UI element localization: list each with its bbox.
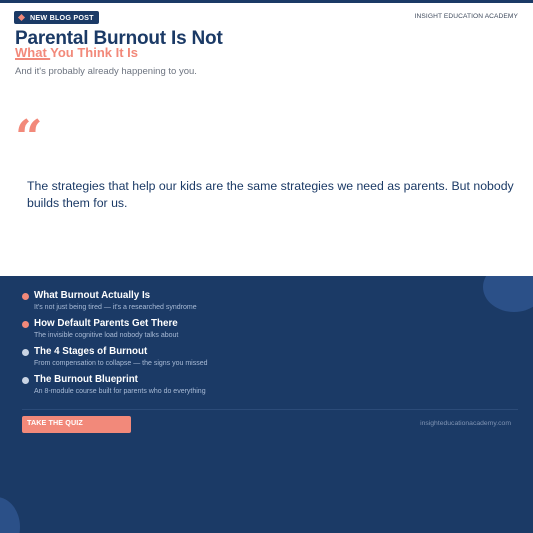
toc-item-title: What Burnout Actually Is bbox=[34, 290, 151, 301]
decorative-circle-top-right bbox=[483, 276, 533, 312]
new-blog-post-badge bbox=[14, 11, 99, 24]
bullet-dot-icon bbox=[22, 349, 29, 356]
page-title: Parental Burnout Is Not bbox=[15, 28, 223, 49]
toc-item-title: How Default Parents Get There bbox=[34, 318, 178, 329]
page-subtitle bbox=[15, 46, 138, 60]
toc-item-description: It's not just being tired — it's a researched syndrome bbox=[34, 304, 197, 311]
decorative-circle-bottom-left bbox=[0, 497, 20, 533]
toc-item-title: The Burnout Blueprint bbox=[34, 374, 138, 385]
diamond-icon bbox=[18, 14, 25, 21]
contents-panel bbox=[0, 276, 533, 533]
tagline: And it's probably already happening to you. bbox=[15, 66, 197, 77]
brand-name: INSIGHT EDUCATION ACADEMY bbox=[414, 13, 518, 20]
pull-quote: The strategies that help our kids are the same strategies we need as parents. But nobody builds them for us. bbox=[27, 179, 514, 210]
quote-mark-icon: “ bbox=[15, 110, 43, 166]
toc-item-description: The invisible cognitive load nobody talks about bbox=[34, 332, 179, 339]
subtitle-underlined-part: What bbox=[15, 45, 51, 60]
bullet-dot-icon bbox=[22, 377, 29, 384]
take-the-quiz-button[interactable]: TAKE THE QUIZ bbox=[22, 416, 131, 433]
subtitle-rest: You Think It Is bbox=[50, 45, 139, 60]
website-link[interactable]: insighteducationacademy.com bbox=[420, 420, 511, 427]
top-accent-rule bbox=[0, 0, 533, 3]
footer-divider bbox=[22, 409, 518, 410]
badge-label: NEW BLOG POST bbox=[30, 13, 94, 22]
toc-item-title: The 4 Stages of Burnout bbox=[34, 346, 148, 357]
bullet-dot-icon bbox=[22, 321, 29, 328]
toc-item-description: An 8-module course built for parents who do everything bbox=[34, 388, 206, 395]
toc-item-description: From compensation to collapse — the signs you missed bbox=[34, 360, 208, 367]
bullet-dot-icon bbox=[22, 293, 29, 300]
